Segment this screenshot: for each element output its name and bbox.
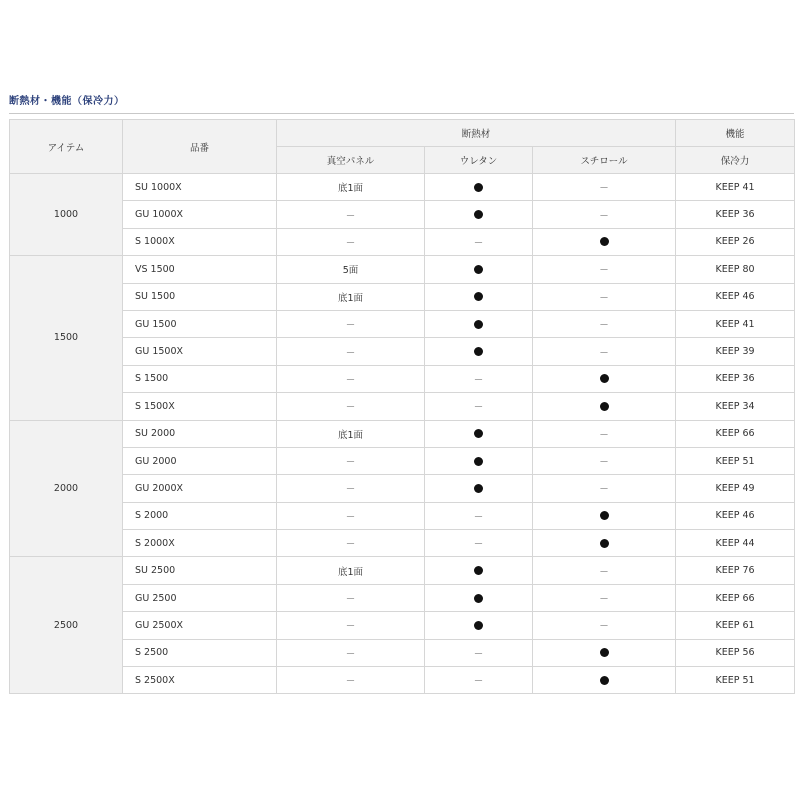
styrofoam-cell: [533, 228, 676, 255]
header-urethane: ウレタン: [425, 147, 533, 174]
urethane-cell: [425, 584, 533, 611]
model-cell: VS 1500: [123, 256, 277, 283]
vacuum-panel-cell: －: [277, 365, 425, 392]
styrofoam-cell: －: [533, 584, 676, 611]
vacuum-panel-cell: －: [277, 338, 425, 365]
model-cell: GU 2000: [123, 447, 277, 474]
header-keep-power: 保冷力: [676, 147, 795, 174]
table-row: [10, 283, 795, 310]
urethane-cell: [425, 447, 533, 474]
model-cell: GU 2500: [123, 584, 277, 611]
keep-cell: KEEP 51: [676, 667, 795, 694]
header-function-group: 機能: [676, 120, 795, 147]
urethane-cell: [425, 338, 533, 365]
model-cell: SU 1000X: [123, 174, 277, 201]
header-model: 品番: [123, 120, 277, 174]
table-row: [10, 584, 795, 611]
table-row: [10, 174, 795, 201]
styrofoam-cell: [533, 502, 676, 529]
model-cell: S 1500: [123, 365, 277, 392]
table-row: [10, 228, 795, 255]
keep-cell: KEEP 39: [676, 338, 795, 365]
item-group-cell: 2500: [10, 557, 123, 694]
vacuum-panel-cell: －: [277, 475, 425, 502]
urethane-cell: [425, 475, 533, 502]
filled-circle-icon: [600, 676, 609, 685]
vacuum-panel-cell: －: [277, 502, 425, 529]
vacuum-panel-cell: 底1面: [277, 420, 425, 447]
table-row: [10, 201, 795, 228]
vacuum-panel-cell: 5面: [277, 256, 425, 283]
model-cell: GU 1500: [123, 310, 277, 337]
filled-circle-icon: [600, 374, 609, 383]
table-row: [10, 639, 795, 666]
urethane-cell: －: [425, 530, 533, 557]
styrofoam-cell: －: [533, 447, 676, 474]
vacuum-panel-cell: 底1面: [277, 174, 425, 201]
model-cell: S 2000X: [123, 530, 277, 557]
filled-circle-icon: [474, 429, 483, 438]
keep-cell: KEEP 56: [676, 639, 795, 666]
filled-circle-icon: [474, 594, 483, 603]
model-cell: SU 2500: [123, 557, 277, 584]
filled-circle-icon: [600, 648, 609, 657]
vacuum-panel-cell: －: [277, 530, 425, 557]
keep-cell: KEEP 46: [676, 283, 795, 310]
filled-circle-icon: [600, 402, 609, 411]
filled-circle-icon: [474, 320, 483, 329]
styrofoam-cell: [533, 530, 676, 557]
styrofoam-cell: [533, 365, 676, 392]
urethane-cell: [425, 310, 533, 337]
urethane-cell: [425, 201, 533, 228]
keep-cell: KEEP 61: [676, 612, 795, 639]
urethane-cell: [425, 256, 533, 283]
styrofoam-cell: －: [533, 256, 676, 283]
keep-cell: KEEP 44: [676, 530, 795, 557]
vacuum-panel-cell: －: [277, 201, 425, 228]
model-cell: GU 2500X: [123, 612, 277, 639]
table-row: [10, 447, 795, 474]
filled-circle-icon: [600, 539, 609, 548]
vacuum-panel-cell: －: [277, 667, 425, 694]
model-cell: S 2500X: [123, 667, 277, 694]
item-group-cell: 1500: [10, 256, 123, 420]
header-styrofoam: スチロール: [533, 147, 676, 174]
keep-cell: KEEP 34: [676, 393, 795, 420]
urethane-cell: －: [425, 639, 533, 666]
filled-circle-icon: [474, 210, 483, 219]
spec-table: [9, 119, 795, 694]
urethane-cell: [425, 557, 533, 584]
model-cell: GU 1000X: [123, 201, 277, 228]
vacuum-panel-cell: －: [277, 310, 425, 337]
styrofoam-cell: [533, 667, 676, 694]
header-row-top: [10, 120, 795, 147]
table-body: [10, 174, 795, 694]
styrofoam-cell: －: [533, 283, 676, 310]
header-item: アイテム: [10, 120, 123, 174]
keep-cell: KEEP 36: [676, 201, 795, 228]
urethane-cell: －: [425, 393, 533, 420]
urethane-cell: －: [425, 502, 533, 529]
keep-cell: KEEP 41: [676, 174, 795, 201]
model-cell: SU 1500: [123, 283, 277, 310]
table-row: [10, 310, 795, 337]
styrofoam-cell: －: [533, 201, 676, 228]
table-row: [10, 667, 795, 694]
table-header: [10, 120, 795, 174]
filled-circle-icon: [474, 292, 483, 301]
vacuum-panel-cell: －: [277, 447, 425, 474]
styrofoam-cell: －: [533, 612, 676, 639]
keep-cell: KEEP 46: [676, 502, 795, 529]
urethane-cell: －: [425, 228, 533, 255]
vacuum-panel-cell: 底1面: [277, 283, 425, 310]
keep-cell: KEEP 36: [676, 365, 795, 392]
item-group-cell: 1000: [10, 174, 123, 256]
item-group-cell: 2000: [10, 420, 123, 557]
filled-circle-icon: [474, 457, 483, 466]
styrofoam-cell: －: [533, 338, 676, 365]
keep-cell: KEEP 66: [676, 584, 795, 611]
urethane-cell: －: [425, 667, 533, 694]
table-row: [10, 612, 795, 639]
styrofoam-cell: －: [533, 174, 676, 201]
table-row: [10, 256, 795, 283]
keep-cell: KEEP 49: [676, 475, 795, 502]
model-cell: S 2500: [123, 639, 277, 666]
model-cell: GU 1500X: [123, 338, 277, 365]
model-cell: SU 2000: [123, 420, 277, 447]
keep-cell: KEEP 41: [676, 310, 795, 337]
filled-circle-icon: [600, 511, 609, 520]
styrofoam-cell: [533, 639, 676, 666]
vacuum-panel-cell: －: [277, 584, 425, 611]
filled-circle-icon: [474, 566, 483, 575]
section-title: 断熱材・機能（保冷力）: [9, 96, 125, 107]
table-row: [10, 420, 795, 447]
keep-cell: KEEP 76: [676, 557, 795, 584]
table-row: [10, 365, 795, 392]
model-cell: S 2000: [123, 502, 277, 529]
model-cell: S 1500X: [123, 393, 277, 420]
keep-cell: KEEP 66: [676, 420, 795, 447]
filled-circle-icon: [474, 621, 483, 630]
filled-circle-icon: [474, 484, 483, 493]
filled-circle-icon: [600, 237, 609, 246]
vacuum-panel-cell: －: [277, 639, 425, 666]
vacuum-panel-cell: －: [277, 393, 425, 420]
urethane-cell: [425, 174, 533, 201]
keep-cell: KEEP 51: [676, 447, 795, 474]
table-row: [10, 475, 795, 502]
urethane-cell: [425, 283, 533, 310]
table-row: [10, 338, 795, 365]
table-row: [10, 530, 795, 557]
keep-cell: KEEP 80: [676, 256, 795, 283]
header-vacuum-panel: 真空パネル: [277, 147, 425, 174]
vacuum-panel-cell: －: [277, 228, 425, 255]
table-row: [10, 557, 795, 584]
styrofoam-cell: －: [533, 475, 676, 502]
model-cell: GU 2000X: [123, 475, 277, 502]
styrofoam-cell: －: [533, 310, 676, 337]
styrofoam-cell: －: [533, 557, 676, 584]
table-row: [10, 393, 795, 420]
keep-cell: KEEP 26: [676, 228, 795, 255]
header-insulation-group: 断熱材: [277, 120, 676, 147]
styrofoam-cell: [533, 393, 676, 420]
urethane-cell: [425, 612, 533, 639]
filled-circle-icon: [474, 265, 483, 274]
title-divider: [9, 113, 794, 114]
urethane-cell: －: [425, 365, 533, 392]
styrofoam-cell: －: [533, 420, 676, 447]
vacuum-panel-cell: 底1面: [277, 557, 425, 584]
filled-circle-icon: [474, 347, 483, 356]
filled-circle-icon: [474, 183, 483, 192]
urethane-cell: [425, 420, 533, 447]
table-row: [10, 502, 795, 529]
vacuum-panel-cell: －: [277, 612, 425, 639]
model-cell: S 1000X: [123, 228, 277, 255]
